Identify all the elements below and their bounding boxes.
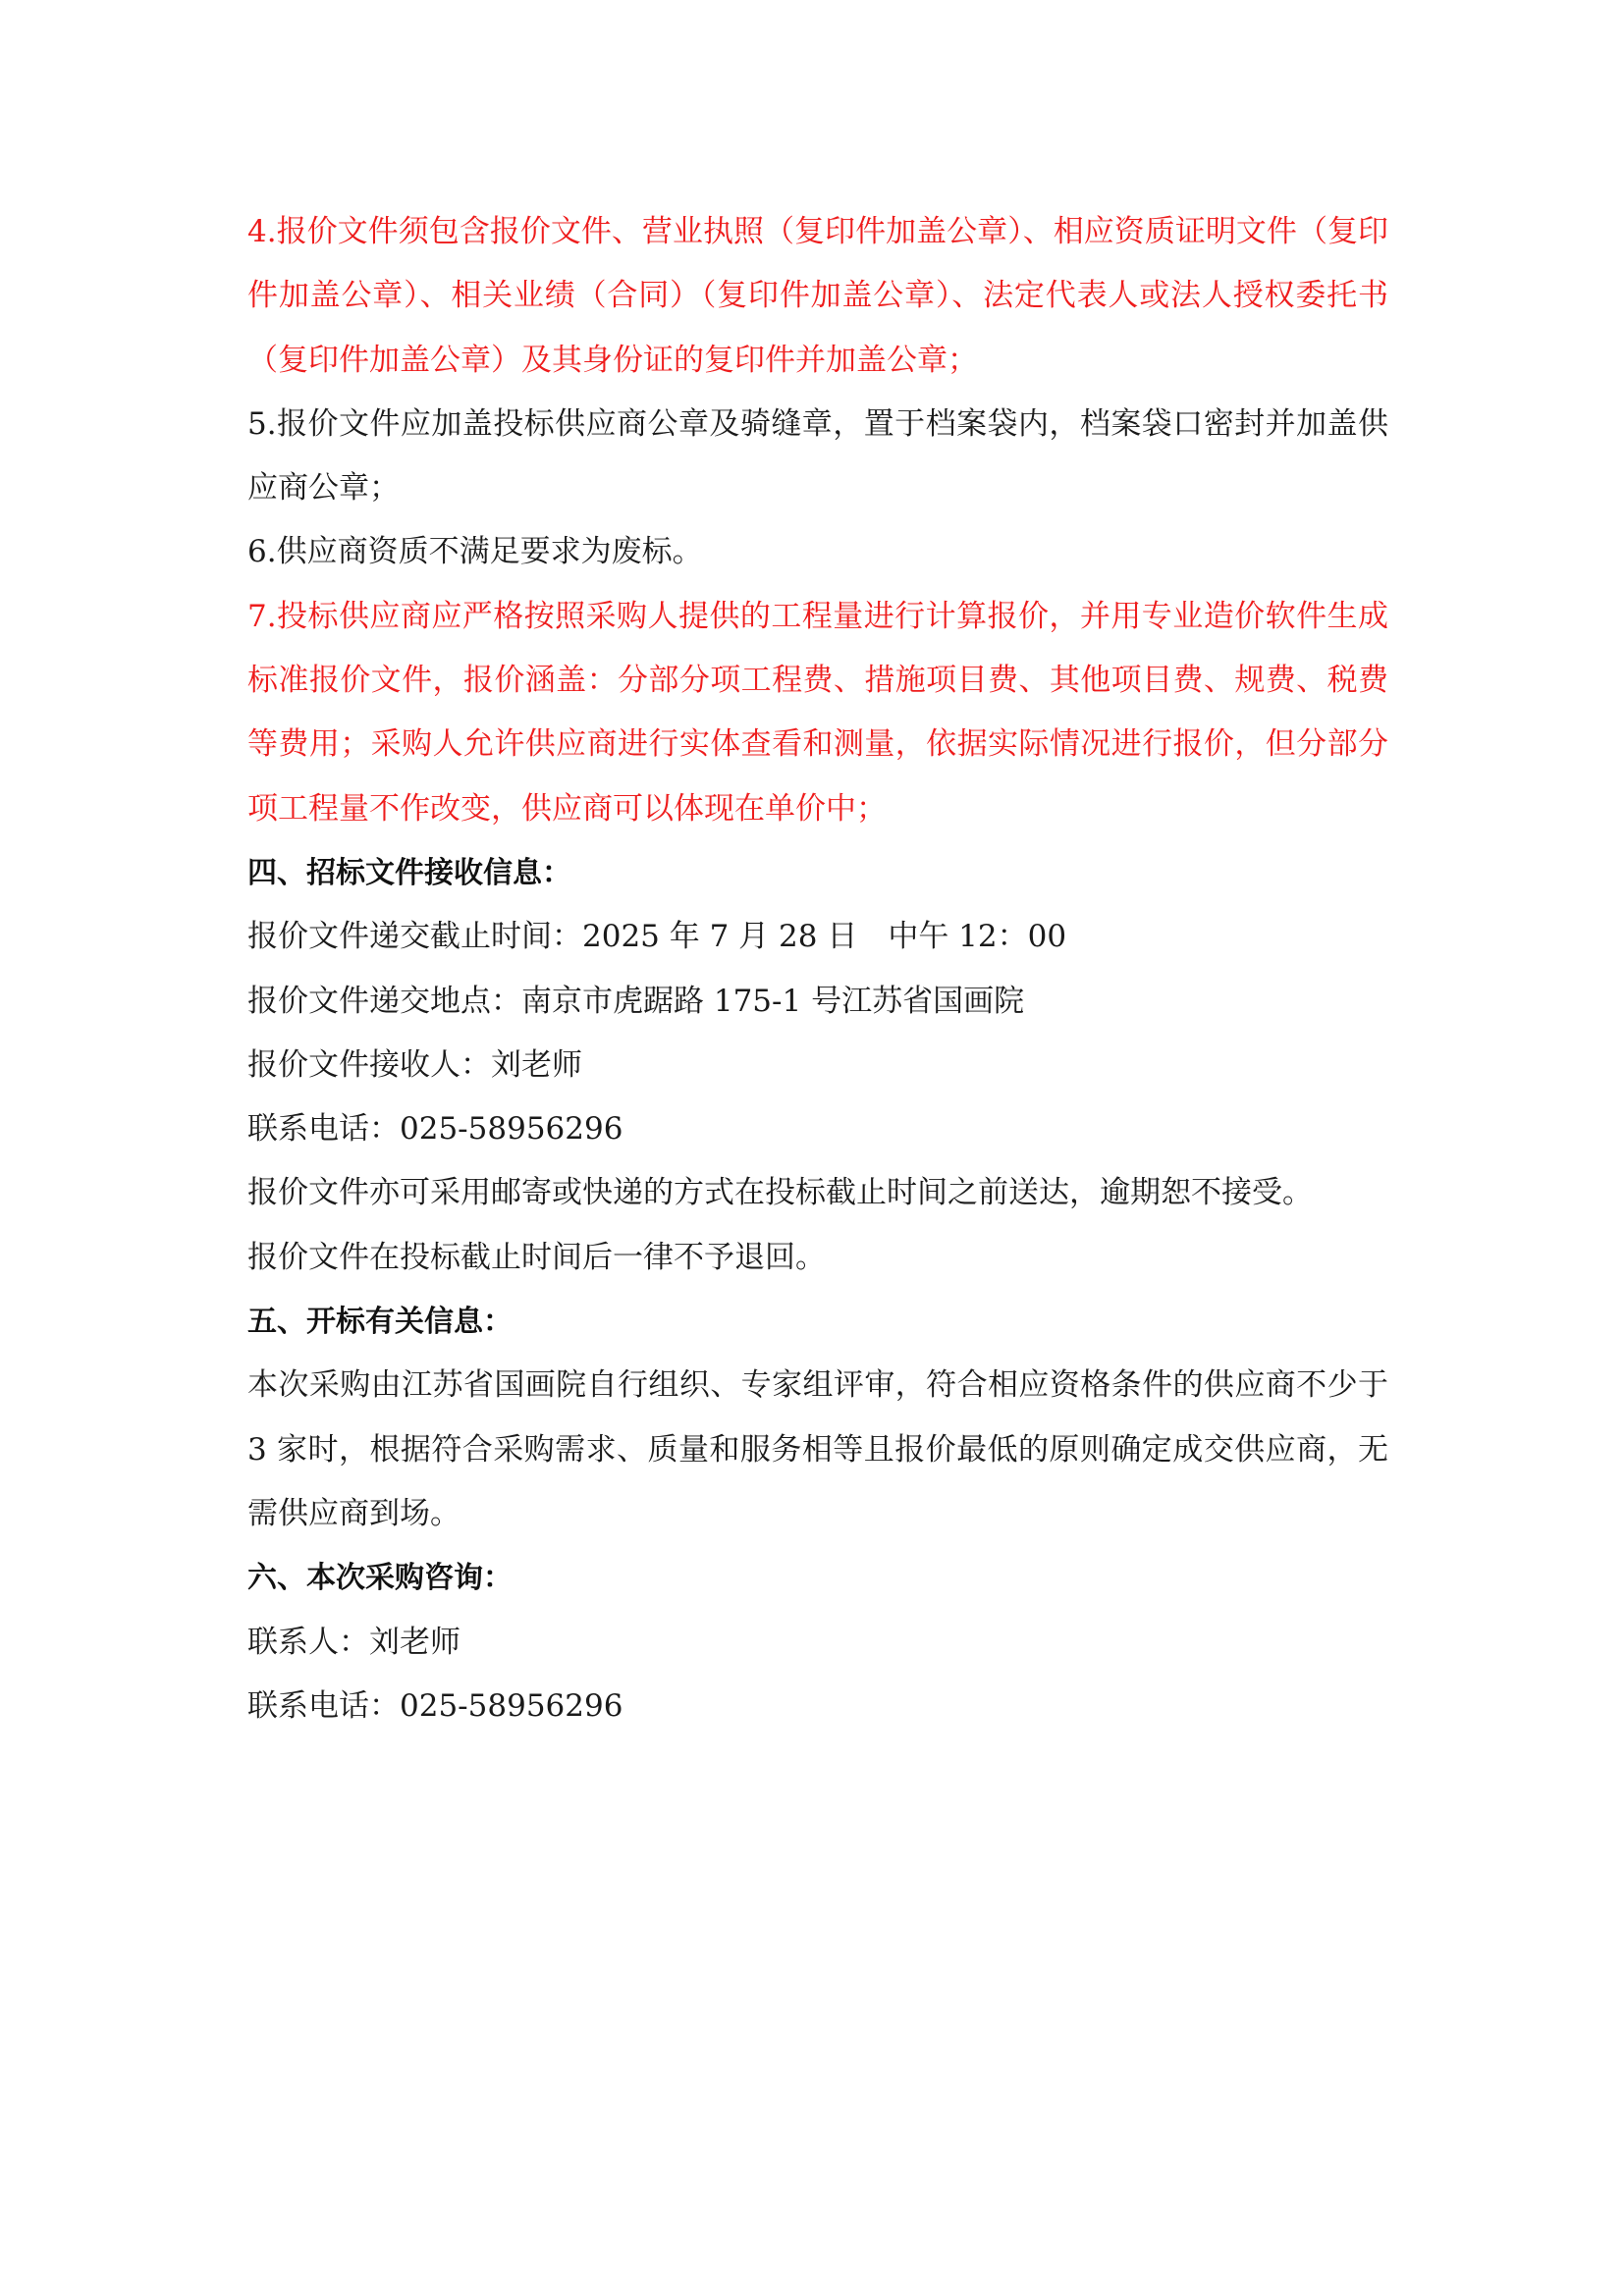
- submission-phone: 联系电话：025-58956296: [247, 1111, 623, 1148]
- submission-location: 报价文件递交地点：南京市虎踞路 175-1 号江苏省国画院: [247, 983, 1025, 1019]
- requirement-item-5: 5.报价文件应加盖投标供应商公章及骑缝章，置于档案袋内，档案袋口密封并加盖供应商公章；: [247, 405, 1388, 507]
- bid-opening-body: 本次采购由江苏省国画院自行组织、专家组评审，符合相应资格条件的供应商不少于 3 家时，根据符合采购需求、质量和服务相等且报价最低的原则确定成交供应商，无需供应商到场。: [247, 1367, 1388, 1531]
- requirement-item-4: 4.报价文件须包含报价文件、营业执照（复印件加盖公章）、相应资质证明文件（复印件加盖公章）、相关业绩（合同）（复印件加盖公章）、法定代表人或法人授权委托书（复印件加盖公章）及其身份证的复印件并加盖公章；: [247, 214, 1388, 378]
- submission-note-mail: 报价文件亦可采用邮寄或快递的方式在投标截止时间之前送达，逾期恕不接受。: [247, 1175, 1313, 1211]
- requirement-item-6: 6.供应商资质不满足要求为废标。: [247, 534, 703, 570]
- section-5-heading: 五、开标有关信息：: [247, 1305, 513, 1340]
- submission-receiver: 报价文件接收人：刘老师: [247, 1046, 582, 1083]
- consult-contact: 联系人：刘老师: [247, 1624, 460, 1660]
- submission-deadline: 报价文件递交截止时间：2025 年 7 月 28 日 中午 12：00: [247, 919, 1067, 955]
- section-6-heading: 六、本次采购咨询：: [247, 1561, 513, 1596]
- consult-phone: 联系电话：025-58956296: [247, 1687, 623, 1724]
- section-4-heading: 四、招标文件接收信息：: [247, 855, 571, 890]
- document-page: [247, 200, 1388, 1738]
- requirement-item-7: 7.投标供应商应严格按照采购人提供的工程量进行计算报价，并用专业造价软件生成标准报价文件，报价涵盖：分部分项工程费、措施项目费、其他项目费、规费、税费等费用；采购人允许供应商进行实体查看和测量，依据实际情况进行报价，但分部分项工程量不作改变，供应商可以体现在单价中；: [247, 598, 1388, 827]
- submission-note-return: 报价文件在投标截止时间后一律不予退回。: [247, 1239, 826, 1275]
